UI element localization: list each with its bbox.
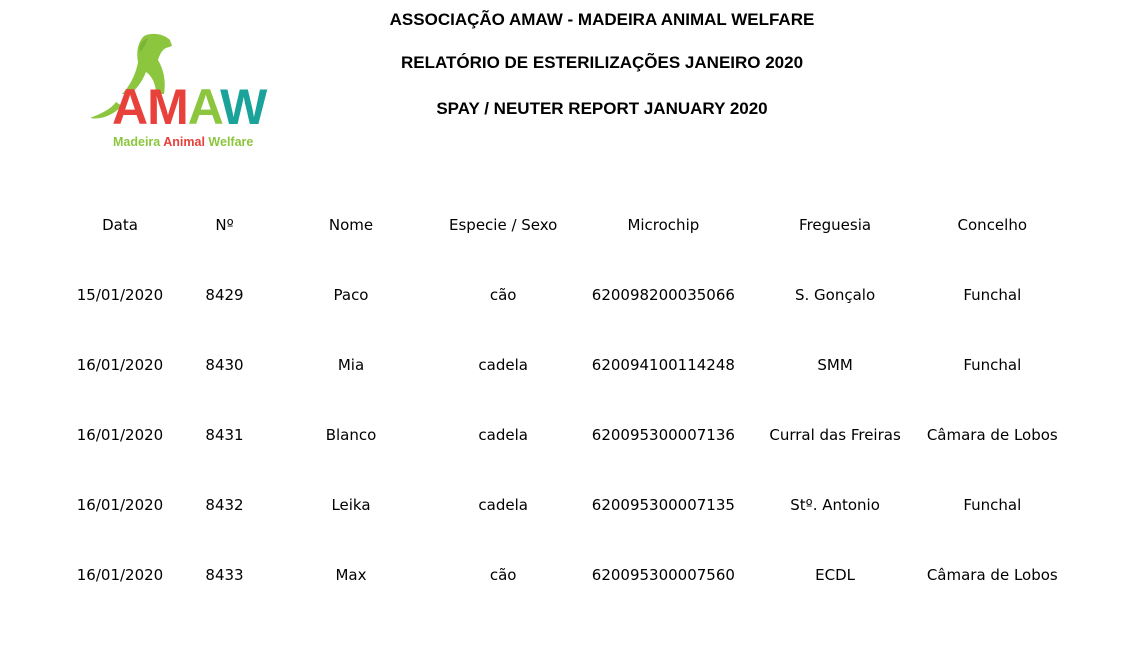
- report-title-en: SPAY / NEUTER REPORT JANUARY 2020: [436, 99, 768, 118]
- cell-especie-sexo: cão: [489, 286, 517, 304]
- column-header-numero: Nº: [215, 216, 234, 234]
- logo-wordmark: AMAW: [112, 79, 267, 135]
- cell-concelho: Funchal: [963, 356, 1022, 374]
- cell-microchip: 620095300007560: [591, 566, 735, 584]
- cell-numero: 8430: [205, 356, 244, 374]
- cell-numero: 8431: [205, 426, 244, 444]
- cell-freguesia: S. Gonçalo: [794, 286, 876, 304]
- cell-nome: Mia: [337, 356, 365, 374]
- column-header-freguesia: Freguesia: [799, 216, 872, 234]
- table-header-row: [44, 190, 1084, 260]
- column-header-data: Data: [102, 216, 138, 234]
- cell-data: 16/01/2020: [76, 356, 164, 374]
- cell-data: 16/01/2020: [76, 426, 164, 444]
- cell-data: 15/01/2020: [76, 286, 164, 304]
- table-row: [44, 470, 1084, 540]
- cell-nome: Leika: [331, 496, 371, 514]
- cell-especie-sexo: cadela: [478, 426, 528, 444]
- cell-freguesia: ECDL: [815, 566, 855, 584]
- cell-numero: 8429: [205, 286, 244, 304]
- cell-especie-sexo: cão: [489, 566, 517, 584]
- column-header-microchip: Microchip: [627, 216, 700, 234]
- cell-freguesia: SMM: [817, 356, 853, 374]
- cell-concelho: Câmara de Lobos: [926, 566, 1058, 584]
- cell-especie-sexo: cadela: [478, 356, 528, 374]
- cell-microchip: 620095300007136: [591, 426, 735, 444]
- cell-freguesia: Stº. Antonio: [790, 496, 880, 514]
- table-row: [44, 330, 1084, 400]
- cell-concelho: Funchal: [963, 496, 1022, 514]
- cell-concelho: Funchal: [963, 286, 1022, 304]
- cell-numero: 8433: [205, 566, 244, 584]
- cell-nome: Paco: [333, 286, 369, 304]
- cell-nome: Max: [335, 566, 367, 584]
- report-title-pt: RELATÓRIO DE ESTERILIZAÇÕES JANEIRO 2020: [400, 53, 804, 72]
- cell-data: 16/01/2020: [76, 496, 164, 514]
- cell-numero: 8432: [205, 496, 244, 514]
- sterilization-table: [44, 190, 1084, 610]
- cell-microchip: 620094100114248: [591, 356, 735, 374]
- cell-especie-sexo: cadela: [478, 496, 528, 514]
- cell-microchip: 620098200035066: [591, 286, 735, 304]
- table-row: [44, 260, 1084, 330]
- column-header-especie-sexo: Especie / Sexo: [449, 216, 558, 234]
- cell-nome: Blanco: [325, 426, 377, 444]
- table-row: [44, 400, 1084, 470]
- logo-tagline: Madeira Animal Welfare: [113, 135, 254, 149]
- column-header-nome: Nome: [328, 216, 374, 234]
- amaw-logo: [86, 30, 286, 155]
- cell-microchip: 620095300007135: [591, 496, 735, 514]
- column-header-concelho: Concelho: [957, 216, 1028, 234]
- cell-freguesia: Curral das Freiras: [769, 426, 901, 444]
- cell-concelho: Câmara de Lobos: [926, 426, 1058, 444]
- report-org-title: ASSOCIAÇÃO AMAW - MADEIRA ANIMAL WELFARE: [389, 10, 815, 29]
- table-row: [44, 540, 1084, 610]
- cell-data: 16/01/2020: [76, 566, 164, 584]
